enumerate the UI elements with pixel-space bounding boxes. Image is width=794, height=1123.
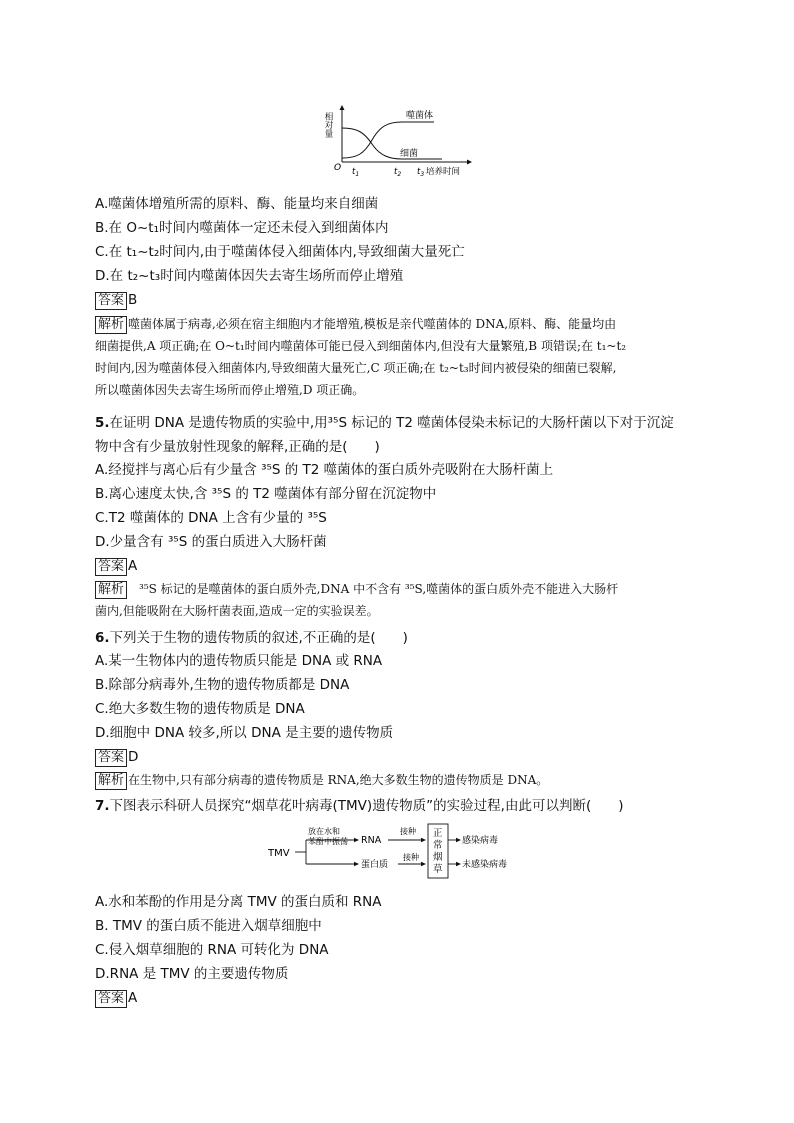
explanation-tag: 解析 <box>95 316 127 334</box>
q5-stem-line-2: 物中含有少量放射性现象的解释,正确的是( ) <box>95 439 380 455</box>
explanation-line: 解析 在生物中,只有部分病毒的遗传物质是 RNA,绝大多数生物的遗传物质是 DNA。 <box>95 769 548 791</box>
explanation-line: 细菌提供,A 项正确;在 O~t₁时间内噬菌体可能已侵入到细菌体内,但没有大量繁殖,B 项错误;在 t₁~t₂ <box>95 339 627 353</box>
q6-option-d: D.细胞中 DNA 较多,所以 DNA 是主要的遗传物质 <box>95 725 394 741</box>
tobacco-char: 正 <box>433 828 443 839</box>
explanation-line: 所以噬菌体因失去寄生场所而停止增殖,D 项正确。 <box>95 383 365 397</box>
tobacco-char: 常 <box>433 840 443 851</box>
rna-label: RNA <box>361 835 382 846</box>
answer-value: A <box>128 558 138 574</box>
bacteria-curve <box>342 128 442 159</box>
q4-option-c: C.在 t₁~t₂时间内,由于噬菌体侵入细菌体内,导致细菌大量死亡 <box>95 244 465 260</box>
question-number: 6. <box>95 630 110 646</box>
q5-option-c: C.T2 噬菌体的 DNA 上含有少量的 ³⁵S <box>95 510 327 526</box>
not-infected-label: 未感染病毒 <box>462 860 508 870</box>
q5-stem-line-1: 5.在证明 DNA 是遗传物质的实验中,用³⁵S 标记的 T2 噬菌体侵染未标记的大肠杆菌以下对于沉淀 <box>95 415 674 431</box>
t2-label: $t_2$ <box>394 167 402 178</box>
phage-label: 噬菌体 <box>406 111 434 121</box>
answer-tag: 答案 <box>95 990 127 1008</box>
q6-answer <box>95 748 138 767</box>
q4-option-b: B.在 O~t₁时间内噬菌体一定还未侵入到细菌体内 <box>95 220 389 236</box>
tobacco-char: 烟 <box>433 852 443 863</box>
origin-label: O <box>334 163 342 173</box>
q4-option-d: D.在 t₂~t₃时间内噬菌体因失去寄生场所而停止增殖 <box>95 268 404 284</box>
treatment-line-1: 放在水和 <box>308 827 340 836</box>
question-number: 5. <box>95 415 110 431</box>
q4-option-a: A.噬菌体增殖所需的原料、酶、能量均来自细菌 <box>95 196 379 212</box>
q5-explanation <box>95 578 618 622</box>
explanation-line: 菌内,但能吸附在大肠杆菌表面,造成一定的实验误差。 <box>95 604 379 618</box>
q7-stem: 7.下图表示科研人员探究“烟草花叶病毒(TMV)遗传物质”的实验过程,由此可以判断( ) <box>95 798 624 814</box>
q6-option-c: C.绝大多数生物的遗传物质是 DNA <box>95 701 305 717</box>
q6-stem: 6.下列关于生物的遗传物质的叙述,不正确的是( ) <box>95 630 408 646</box>
explanation-line: 时间内,因为噬菌体侵入细菌体内,导致细菌大量死亡,C 项正确;在 t₂~t₃时间内被侵染的细菌已裂解, <box>95 361 617 375</box>
answer-tag: 答案 <box>95 292 127 310</box>
q7-option-c: C.侵入烟草细胞的 RNA 可转化为 DNA <box>95 942 329 958</box>
t1-label: $t_1$ <box>352 167 360 178</box>
q5-option-b: B.离心速度太快,含 ³⁵S 的 T2 噬菌体有部分留在沉淀物中 <box>95 486 437 502</box>
q6-option-b: B.除部分病毒外,生物的遗传物质都是 DNA <box>95 677 350 693</box>
explanation-tag: 解析 <box>95 581 127 599</box>
answer-value: A <box>128 990 138 1006</box>
inoculate-label-bottom: 接种 <box>403 853 419 862</box>
q7-option-a: A.水和苯酚的作用是分离 TMV 的蛋白质和 RNA <box>95 894 382 910</box>
answer-tag: 答案 <box>95 558 127 576</box>
q6-option-a: A.某一生物体内的遗传物质只能是 DNA 或 RNA <box>95 653 383 669</box>
question-number: 7. <box>95 798 110 814</box>
phage-growth-figure <box>322 104 472 182</box>
treatment-line-2: 苯酚中振荡 <box>308 837 348 846</box>
q7-option-d: D.RNA 是 TMV 的主要遗传物质 <box>95 966 289 982</box>
infected-label: 感染病毒 <box>462 836 499 846</box>
protein-label: 蛋白质 <box>361 860 389 870</box>
y-axis-label: 相对量 <box>323 112 333 138</box>
tobacco-char: 草 <box>433 864 443 875</box>
explanation-line: 解析 ³⁵S 标记的是噬菌体的蛋白质外壳,DNA 中不含有 ³⁵S,噬菌体的蛋白质外壳不能进入大肠杆 <box>95 578 618 600</box>
q5-option-d: D.少量含有 ³⁵S 的蛋白质进入大肠杆菌 <box>95 534 327 550</box>
q5-option-a: A.经搅拌与离心后有少量含 ³⁵S 的 T2 噬菌体的蛋白质外壳吸附在大肠杆菌上 <box>95 462 554 478</box>
answer-value: B <box>128 292 138 308</box>
inoculate-label-top: 接种 <box>400 827 416 836</box>
q7-answer <box>95 989 137 1008</box>
answer-value: D <box>128 749 139 765</box>
q4-answer <box>95 291 137 310</box>
q7-option-b: B. TMV 的蛋白质不能进入烟草细胞中 <box>95 918 322 934</box>
q5-answer <box>95 557 137 576</box>
tmv-label: TMV <box>268 848 290 859</box>
explanation-line: 解析 噬菌体属于病毒,必须在宿主细胞内才能增殖,模板是亲代噬菌体的 DNA,原料、酶、能量均由 <box>95 313 626 335</box>
explanation-tag: 解析 <box>95 772 127 790</box>
bacteria-label: 细菌 <box>400 149 419 159</box>
q6-explanation <box>95 769 548 791</box>
q4-explanation <box>95 313 626 401</box>
x-axis-label: 培养时间 <box>426 167 461 177</box>
phage-curve <box>342 122 434 158</box>
answer-tag: 答案 <box>95 749 127 767</box>
t3-label: $t_3$ <box>417 167 425 178</box>
tmv-experiment-diagram <box>268 822 528 882</box>
